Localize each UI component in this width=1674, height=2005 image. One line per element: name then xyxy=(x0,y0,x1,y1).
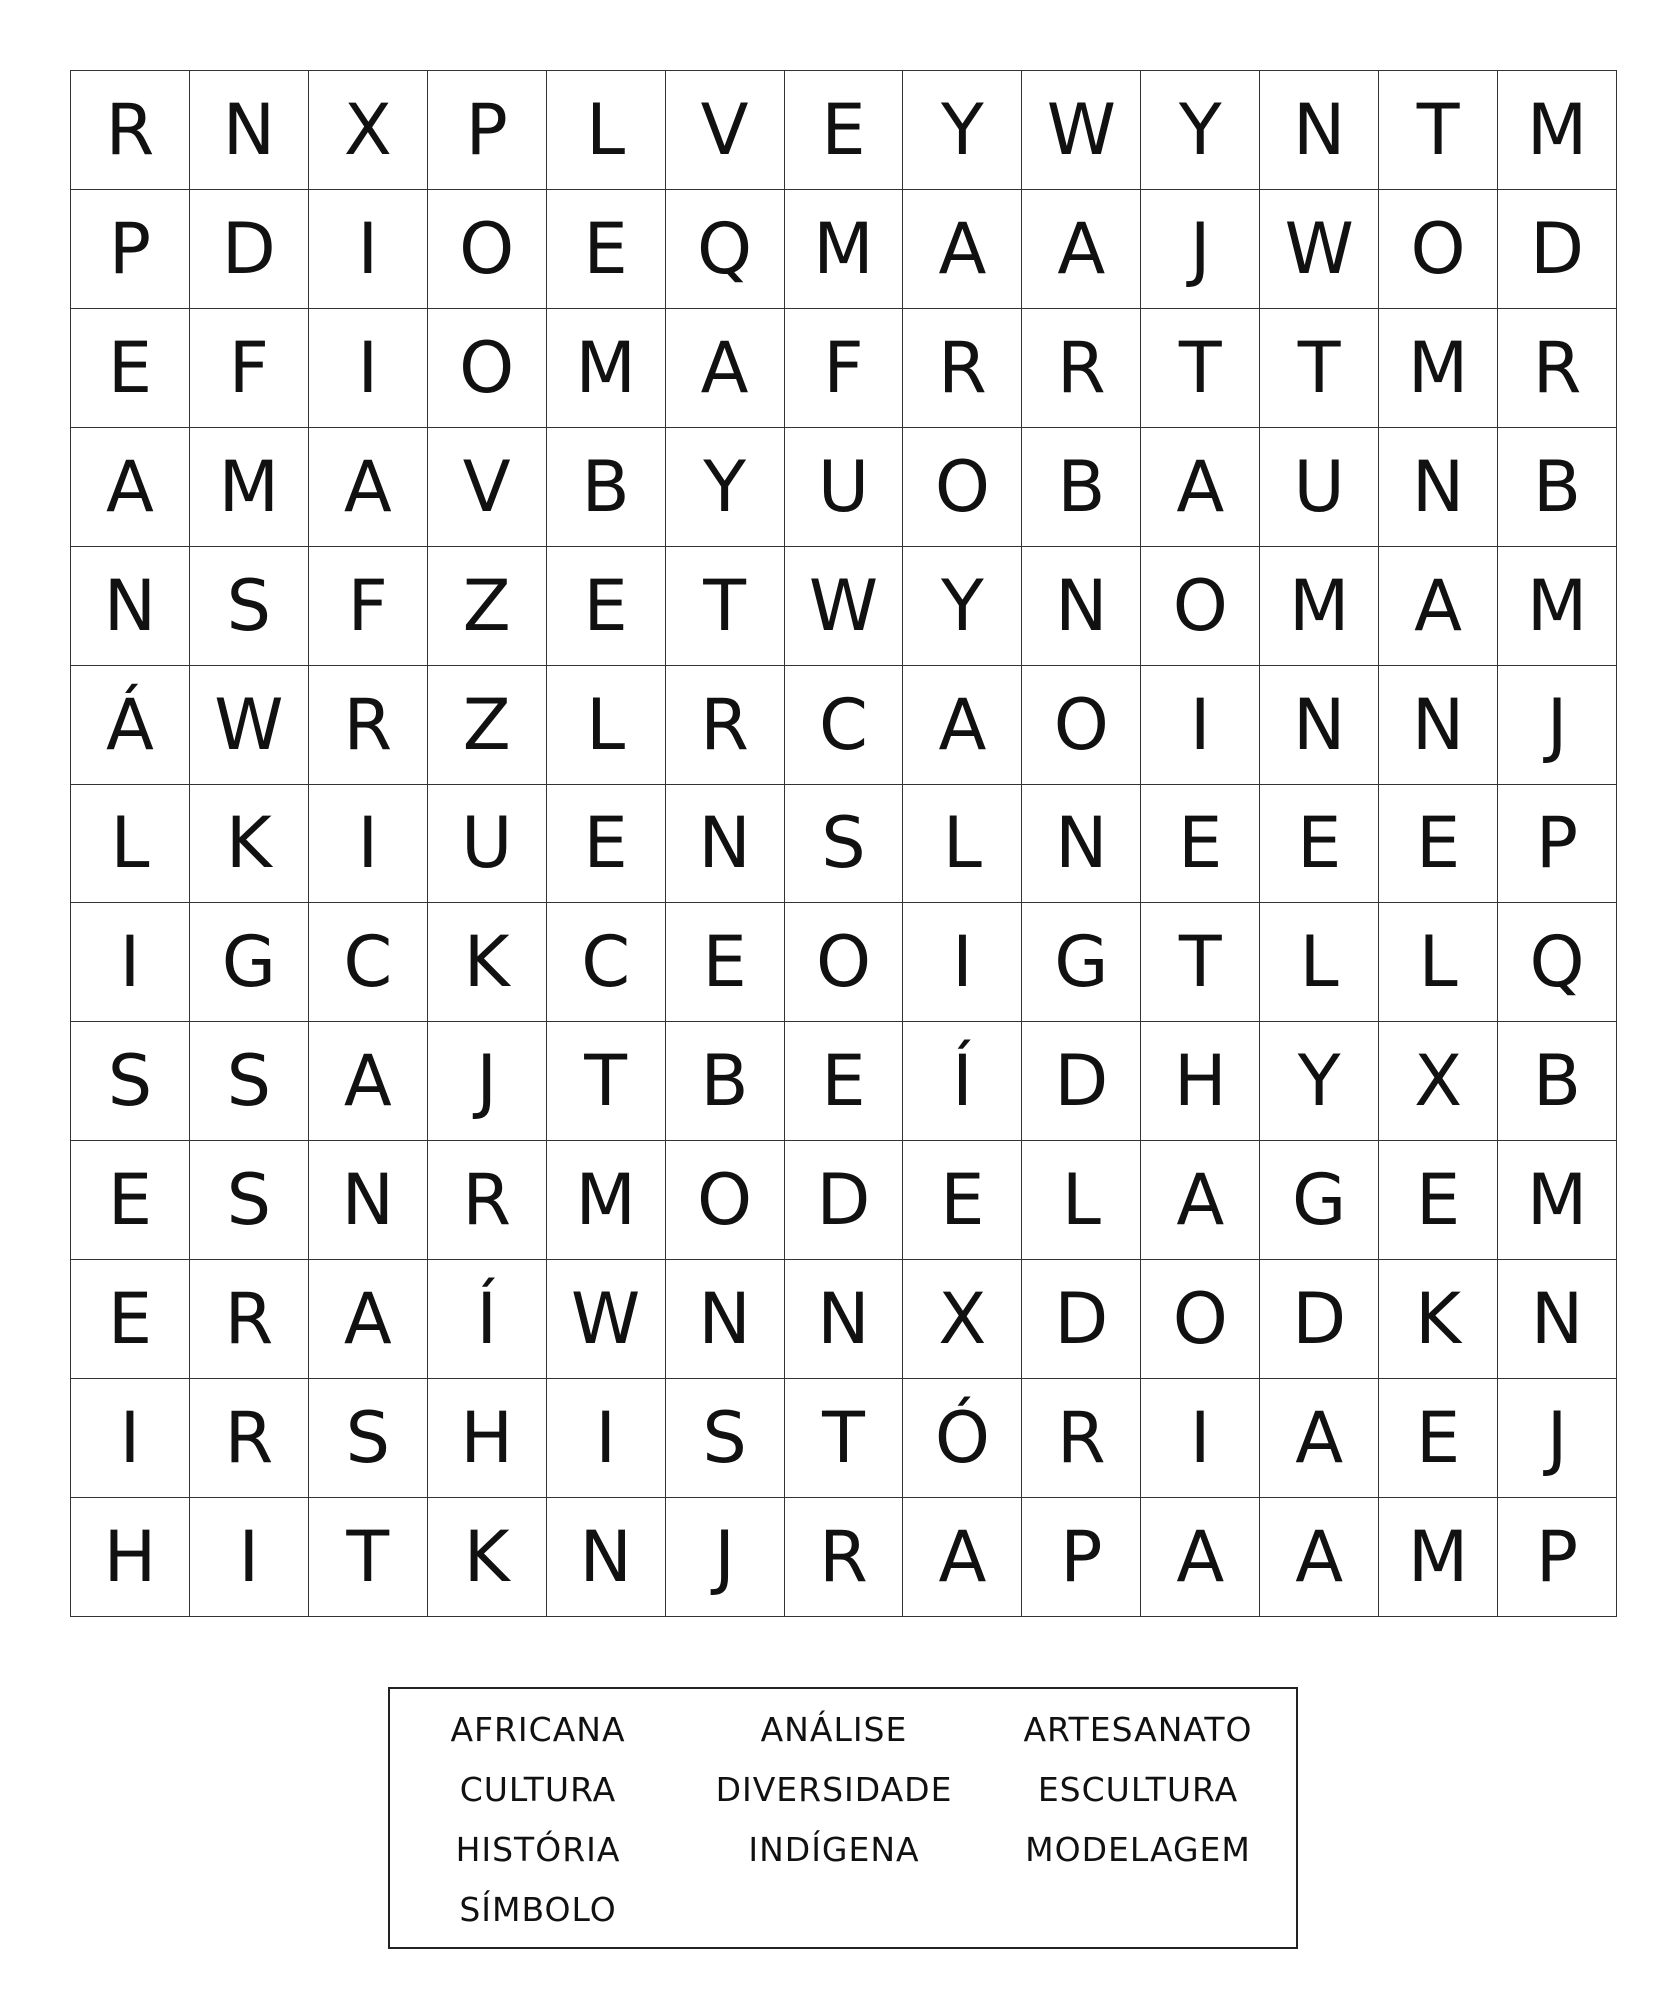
grid-cell[interactable]: S xyxy=(309,1379,428,1498)
grid-cell[interactable]: A xyxy=(309,1022,428,1141)
word-list-item: INDÍGENA xyxy=(748,1829,920,1869)
grid-cell[interactable]: R xyxy=(1498,309,1617,428)
grid-cell[interactable]: W xyxy=(1260,190,1379,309)
grid-cell[interactable]: M xyxy=(1498,71,1617,190)
grid-cell[interactable]: R xyxy=(71,71,190,190)
grid-cell[interactable]: Ó xyxy=(903,1379,1022,1498)
grid-cell[interactable]: I xyxy=(309,190,428,309)
word-list-item: AFRICANA xyxy=(450,1709,626,1749)
grid-cell[interactable]: T xyxy=(1260,309,1379,428)
grid-cell[interactable]: I xyxy=(1141,666,1260,785)
grid-cell[interactable]: A xyxy=(1260,1379,1379,1498)
grid-cell[interactable]: R xyxy=(1022,309,1141,428)
grid-cell[interactable]: Y xyxy=(666,428,785,547)
grid-cell[interactable]: T xyxy=(309,1498,428,1617)
grid-cell[interactable]: N xyxy=(1022,785,1141,904)
grid-cell[interactable]: U xyxy=(1260,428,1379,547)
grid-cell[interactable]: R xyxy=(309,666,428,785)
grid-cell[interactable]: G xyxy=(190,903,309,1022)
grid-cell[interactable]: P xyxy=(1022,1498,1141,1617)
grid-cell[interactable]: E xyxy=(785,1022,904,1141)
word-list-item: MODELAGEM xyxy=(1025,1829,1251,1869)
grid-cell[interactable]: E xyxy=(1141,785,1260,904)
grid-cell[interactable]: V xyxy=(666,71,785,190)
grid-cell[interactable]: X xyxy=(903,1260,1022,1379)
grid-cell[interactable]: N xyxy=(190,71,309,190)
grid-cell[interactable]: S xyxy=(190,547,309,666)
grid-cell[interactable]: Y xyxy=(903,71,1022,190)
grid-cell[interactable]: M xyxy=(190,428,309,547)
grid-cell[interactable]: A xyxy=(1141,428,1260,547)
grid-cell[interactable]: S xyxy=(785,785,904,904)
grid-cell[interactable]: T xyxy=(1379,71,1498,190)
grid-cell[interactable]: A xyxy=(903,190,1022,309)
grid-cell[interactable]: N xyxy=(547,1498,666,1617)
grid-cell[interactable]: W xyxy=(190,666,309,785)
grid-cell[interactable]: T xyxy=(785,1379,904,1498)
grid-cell[interactable]: W xyxy=(547,1260,666,1379)
word-list-item: ESCULTURA xyxy=(1037,1769,1239,1809)
grid-cell[interactable]: K xyxy=(428,1498,547,1617)
grid-cell[interactable]: K xyxy=(190,785,309,904)
grid-cell[interactable]: J xyxy=(1498,666,1617,785)
grid-cell[interactable]: D xyxy=(1022,1022,1141,1141)
grid-cell[interactable]: W xyxy=(1022,71,1141,190)
grid-cell[interactable]: L xyxy=(547,666,666,785)
grid-cell[interactable]: U xyxy=(785,428,904,547)
grid-cell[interactable]: N xyxy=(1022,547,1141,666)
grid-cell[interactable]: A xyxy=(1141,1141,1260,1260)
grid-cell[interactable]: I xyxy=(71,1379,190,1498)
grid-cell[interactable]: F xyxy=(190,309,309,428)
word-list-item: HISTÓRIA xyxy=(455,1829,621,1869)
grid-cell[interactable]: Í xyxy=(903,1022,1022,1141)
grid-cell[interactable]: M xyxy=(1379,309,1498,428)
grid-cell[interactable]: P xyxy=(1498,785,1617,904)
grid-cell[interactable]: B xyxy=(1498,1022,1617,1141)
grid-cell[interactable]: A xyxy=(1141,1498,1260,1617)
grid-cell[interactable]: O xyxy=(1141,547,1260,666)
grid-cell[interactable]: D xyxy=(785,1141,904,1260)
grid-cell[interactable]: B xyxy=(1022,428,1141,547)
grid-cell[interactable]: R xyxy=(903,309,1022,428)
grid-cell[interactable]: X xyxy=(1379,1022,1498,1141)
grid-cell[interactable]: I xyxy=(71,903,190,1022)
grid-cell[interactable]: O xyxy=(666,1141,785,1260)
grid-cell[interactable]: E xyxy=(547,547,666,666)
grid-cell[interactable]: H xyxy=(1141,1022,1260,1141)
grid-cell[interactable]: N xyxy=(1498,1260,1617,1379)
grid-cell[interactable]: A xyxy=(309,1260,428,1379)
grid-cell[interactable]: G xyxy=(1022,903,1141,1022)
grid-cell[interactable]: F xyxy=(785,309,904,428)
grid-cell[interactable]: R xyxy=(785,1498,904,1617)
grid-cell[interactable]: L xyxy=(1379,903,1498,1022)
grid-cell[interactable]: T xyxy=(666,547,785,666)
grid-cell[interactable]: S xyxy=(666,1379,785,1498)
grid-cell[interactable]: J xyxy=(666,1498,785,1617)
grid-cell[interactable]: Í xyxy=(428,1260,547,1379)
grid-cell[interactable]: O xyxy=(903,428,1022,547)
grid-cell[interactable]: Y xyxy=(903,547,1022,666)
grid-cell[interactable]: I xyxy=(547,1379,666,1498)
grid-cell[interactable]: T xyxy=(1141,309,1260,428)
grid-cell[interactable]: J xyxy=(428,1022,547,1141)
grid-cell[interactable]: W xyxy=(785,547,904,666)
grid-cell[interactable]: N xyxy=(1379,428,1498,547)
grid-cell[interactable]: A xyxy=(71,428,190,547)
grid-cell[interactable]: A xyxy=(309,428,428,547)
grid-cell[interactable]: L xyxy=(1022,1141,1141,1260)
grid-cell[interactable]: Z xyxy=(428,666,547,785)
grid-cell[interactable]: M xyxy=(1498,1141,1617,1260)
grid-cell[interactable]: A xyxy=(1022,190,1141,309)
grid-cell[interactable]: Y xyxy=(1141,71,1260,190)
grid-cell[interactable]: I xyxy=(903,903,1022,1022)
grid-cell[interactable]: M xyxy=(1260,547,1379,666)
grid-cell[interactable]: N xyxy=(1379,666,1498,785)
grid-cell[interactable]: R xyxy=(428,1141,547,1260)
grid-cell[interactable]: A xyxy=(903,1498,1022,1617)
grid-cell[interactable]: D xyxy=(1260,1260,1379,1379)
grid-cell[interactable]: B xyxy=(1498,428,1617,547)
word-list-item: CULTURA xyxy=(459,1769,617,1809)
grid-cell[interactable]: B xyxy=(666,1022,785,1141)
grid-cell[interactable]: T xyxy=(1141,903,1260,1022)
grid-cell[interactable]: O xyxy=(1141,1260,1260,1379)
grid-cell[interactable]: Q xyxy=(1498,903,1617,1022)
grid-cell[interactable]: C xyxy=(547,903,666,1022)
grid-cell[interactable]: T xyxy=(547,1022,666,1141)
grid-cell[interactable]: U xyxy=(428,785,547,904)
grid-cell[interactable]: Y xyxy=(1260,1022,1379,1141)
grid-cell[interactable]: D xyxy=(1022,1260,1141,1379)
grid-cell[interactable]: C xyxy=(785,666,904,785)
grid-cell[interactable]: N xyxy=(71,547,190,666)
grid-cell[interactable]: E xyxy=(71,1141,190,1260)
grid-cell[interactable]: M xyxy=(1379,1498,1498,1617)
grid-cell[interactable]: M xyxy=(785,190,904,309)
grid-cell[interactable]: E xyxy=(1260,785,1379,904)
grid-cell[interactable]: M xyxy=(547,1141,666,1260)
grid-cell[interactable]: D xyxy=(1498,190,1617,309)
grid-cell[interactable]: M xyxy=(1498,547,1617,666)
grid-cell[interactable]: O xyxy=(785,903,904,1022)
grid-cell[interactable]: E xyxy=(71,309,190,428)
grid-cell[interactable]: M xyxy=(547,309,666,428)
grid-cell[interactable]: X xyxy=(309,71,428,190)
grid-cell[interactable]: E xyxy=(71,1260,190,1379)
grid-cell[interactable]: H xyxy=(71,1498,190,1617)
grid-cell[interactable]: L xyxy=(1260,903,1379,1022)
grid-cell[interactable]: O xyxy=(428,190,547,309)
grid-cell[interactable]: E xyxy=(1379,785,1498,904)
word-search-grid xyxy=(70,70,1617,1617)
grid-cell[interactable]: P xyxy=(1498,1498,1617,1617)
word-list-item: ANÁLISE xyxy=(760,1709,908,1749)
grid-cell[interactable]: E xyxy=(547,785,666,904)
grid-cell[interactable]: O xyxy=(1022,666,1141,785)
grid-cell[interactable]: K xyxy=(1379,1260,1498,1379)
grid-cell[interactable]: J xyxy=(1498,1379,1617,1498)
grid-cell[interactable]: S xyxy=(71,1022,190,1141)
grid-cell[interactable]: E xyxy=(785,71,904,190)
grid-cell[interactable]: F xyxy=(309,547,428,666)
grid-cell[interactable]: P xyxy=(428,71,547,190)
grid-cell[interactable]: N xyxy=(666,785,785,904)
grid-cell[interactable]: L xyxy=(71,785,190,904)
grid-cell[interactable]: L xyxy=(547,71,666,190)
grid-cell[interactable]: S xyxy=(190,1141,309,1260)
grid-cell[interactable]: I xyxy=(1141,1379,1260,1498)
grid-cell[interactable]: K xyxy=(428,903,547,1022)
word-list-item: ARTESANATO xyxy=(1023,1709,1253,1749)
word-list xyxy=(388,1687,1298,1949)
grid-cell[interactable]: E xyxy=(1379,1141,1498,1260)
word-list-item: SÍMBOLO xyxy=(459,1889,617,1929)
grid-cell[interactable]: N xyxy=(1260,666,1379,785)
grid-cell[interactable]: N xyxy=(309,1141,428,1260)
grid-cell[interactable]: C xyxy=(309,903,428,1022)
grid-cell[interactable]: O xyxy=(1379,190,1498,309)
grid-cell[interactable]: A xyxy=(1260,1498,1379,1617)
grid-cell[interactable]: D xyxy=(190,190,309,309)
grid-cell[interactable]: A xyxy=(666,309,785,428)
grid-cell[interactable]: O xyxy=(428,309,547,428)
grid-cell[interactable]: G xyxy=(1260,1141,1379,1260)
word-list-item: DIVERSIDADE xyxy=(715,1769,953,1809)
grid-cell[interactable]: E xyxy=(547,190,666,309)
grid-cell[interactable]: V xyxy=(428,428,547,547)
grid-cell[interactable]: E xyxy=(903,1141,1022,1260)
grid-cell[interactable]: A xyxy=(1379,547,1498,666)
grid-cell[interactable]: Q xyxy=(666,190,785,309)
grid-cell[interactable]: I xyxy=(190,1498,309,1617)
grid-cell[interactable]: R xyxy=(666,666,785,785)
grid-cell[interactable]: N xyxy=(785,1260,904,1379)
grid-cell[interactable]: I xyxy=(309,785,428,904)
grid-cell[interactable]: L xyxy=(903,785,1022,904)
grid-cell[interactable]: N xyxy=(1260,71,1379,190)
grid-cell[interactable]: Á xyxy=(71,666,190,785)
grid-cell[interactable]: I xyxy=(309,309,428,428)
grid-cell[interactable]: R xyxy=(190,1379,309,1498)
grid-cell[interactable]: N xyxy=(666,1260,785,1379)
grid-cell[interactable]: B xyxy=(547,428,666,547)
grid-cell[interactable]: E xyxy=(1379,1379,1498,1498)
grid-cell[interactable]: E xyxy=(666,903,785,1022)
grid-cell[interactable]: Z xyxy=(428,547,547,666)
grid-cell[interactable]: J xyxy=(1141,190,1260,309)
grid-cell[interactable]: P xyxy=(71,190,190,309)
grid-cell[interactable]: R xyxy=(1022,1379,1141,1498)
grid-cell[interactable]: R xyxy=(190,1260,309,1379)
grid-cell[interactable]: S xyxy=(190,1022,309,1141)
grid-cell[interactable]: A xyxy=(903,666,1022,785)
grid-cell[interactable]: H xyxy=(428,1379,547,1498)
